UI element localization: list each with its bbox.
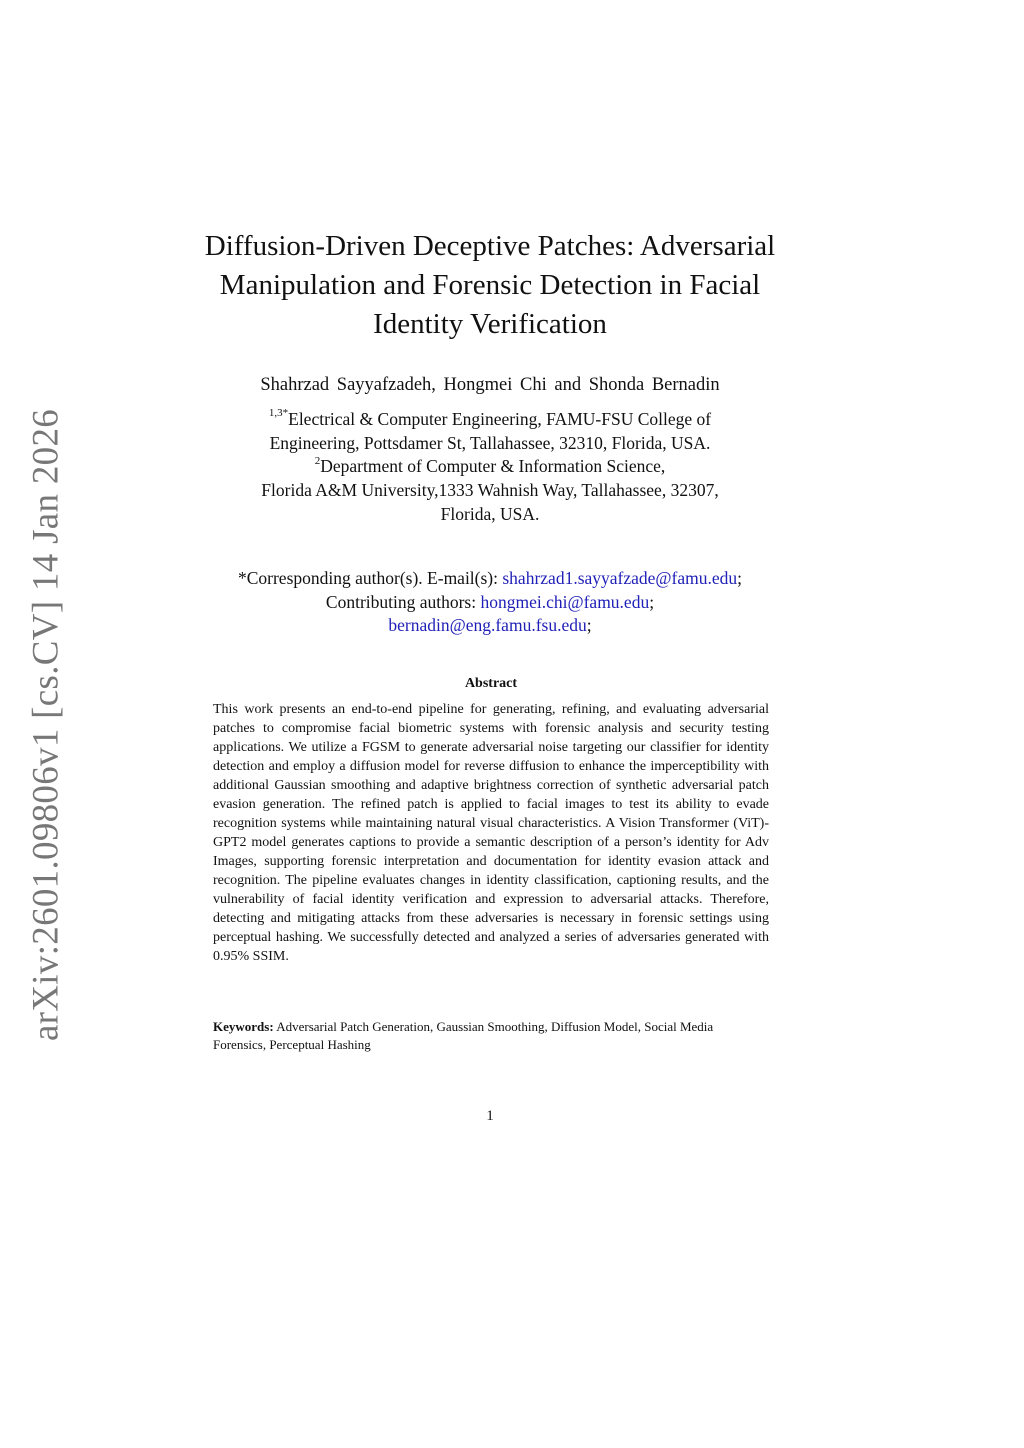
contributing-label: Contributing authors: [325,591,481,612]
correspondence [190,567,790,638]
affiliation-marker-1: 1,3* [268,407,289,420]
keywords-text: Adversarial Patch Generation, Gaussian Smoothing, Diffusion Model, Social Media Forensics, Perceptual Hashing [213,1019,714,1052]
abstract-heading: Abstract [464,676,518,691]
page-number: 1 [486,1108,494,1124]
author-list: Shahrzad Sayyafzadeh, Hongmei Chi and Shonda Bernadin [260,375,720,395]
separator: ; [737,568,743,588]
contributing-email-link-1[interactable]: hongmei.chi@famu.edu [480,591,650,612]
separator: ; [649,591,655,612]
affiliation-line-1 [190,408,790,432]
abstract-text: This work presents an end-to-end pipeline for generating, refining, and evaluating adversarial patches to compromise facial biometric systems with forensic analysis and security testing applications. We utilize a FGSM to generate adversarial noise targeting our classifier for identity detection and employ a diffusion model for reverse diffusion to enhance the imperceptibility with additional Gaussian smoothing and adaptive brightness correction of synthetic adversarial patch evasion generation. The refined patch is applied to facial images to test its ability to evade recognition systems while maintaining natural visual characteristics. A Vision Transformer (ViT)-GPT2 model generates captions to provide a semantic description of a person’s identity for Adv Images, supporting forensic interpretation and documentation for identity evasion attack and recognition. The pipeline evaluates changes in identity classification, captioning results, and the vulnerability of facial identity verification and expression to adversarial attacks. Therefore, detecting and mitigating attacks from these adversaries is necessary in forensic settings using perceptual hashing. We successfully detected and analyzed a series of adversaries generated with 0.95% SSIM. [213,702,769,964]
title-line-3: Identity Verification [373,308,607,340]
title-line-2: Manipulation and Forensic Detection in Facial [219,269,761,301]
corresponding-label: *Corresponding author(s). E-mail(s): [237,568,503,588]
keywords [213,1018,769,1053]
title-line-1: Diffusion-Driven Deceptive Patches: Adversarial [204,230,776,262]
affiliation-text-3: Department of Computer & Information Science, [320,456,666,477]
affiliation-line-4: Florida A&M University,1333 Wahnish Way, Tallahassee, 32307, [261,480,719,501]
separator: ; [586,615,592,635]
affiliation-line-5: Florida, USA. [440,503,540,524]
corresponding-author-line [190,567,790,591]
paper-title [190,227,790,344]
arxiv-identifier: arXiv:2601.09806v1 [cs.CV] 14 Jan 2026 [25,408,67,1042]
contributing-authors-line-2 [190,614,790,638]
affiliations [190,408,790,527]
affiliation-marker-2: 2 [314,454,321,467]
affiliation-line-2: Engineering, Pottsdamer St, Tallahassee, 32310, Florida, USA. [269,432,711,453]
contributing-authors-line [190,591,790,615]
keywords-label: Keywords: [213,1019,274,1034]
affiliation-text-1: Electrical & Computer Engineering, FAMU-FSU College of [288,409,712,429]
corresponding-email-link[interactable]: shahrzad1.sayyafzade@famu.edu [502,568,738,588]
affiliation-line-3 [190,455,790,479]
contributing-email-link-2[interactable]: bernadin@eng.famu.fsu.edu [388,615,587,635]
